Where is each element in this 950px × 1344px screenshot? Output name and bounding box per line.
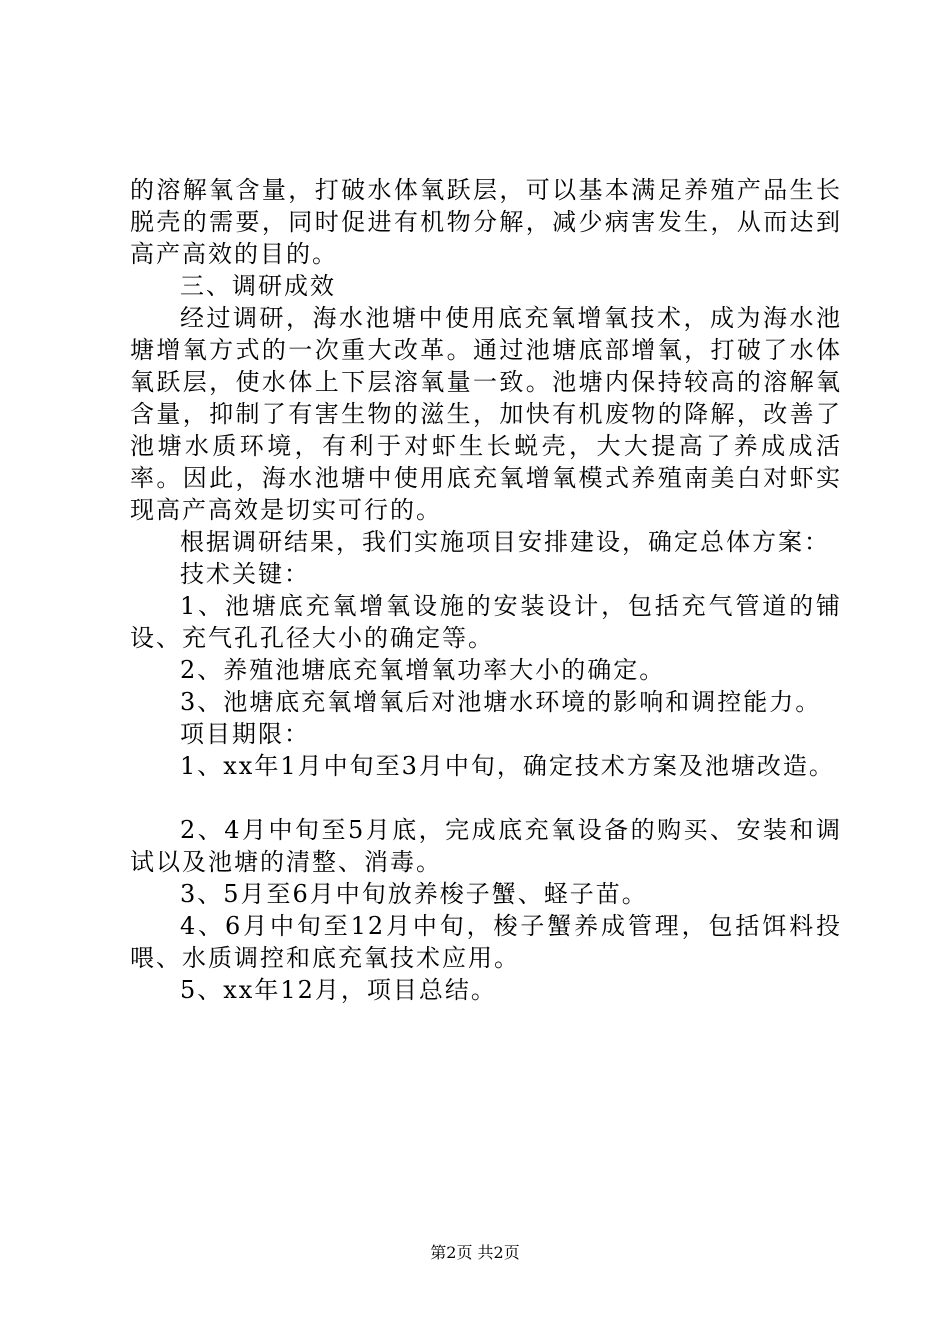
list-item-period-3: 3、5月至6月中旬放养梭子蟹、蛏子苗。 [180, 880, 648, 908]
paragraph-continuation: 的溶解氧含量，打破水体氧跃层，可以基本满足养殖产品生长脱壳的需要，同时促进有机物分解，减少病害发生，从而达到高产高效的目的。 [130, 176, 842, 268]
subheading-technical-keys: 技术关键： [180, 560, 310, 588]
subheading-project-period: 项目期限： [180, 720, 310, 748]
section-heading-results: 三、调研成效 [180, 272, 336, 300]
list-item-tech-1: 1、池塘底充氧增氧设施的安装设计，包括充气管道的铺设、充气孔孔径大小的确定等。 [130, 592, 842, 652]
paragraph-results: 经过调研，海水池塘中使用底充氧增氧技术，成为海水池塘增氧方式的一次重大改革。通过池塘底部增氧，打破了水体氧跃层，使水体上下层溶氧量一致。池塘内保持较高的溶解氧含量，抑制了有害生物的滋生，加快有机废物的降解，改善了池塘水质环境，有利于对虾生长蜕壳，大大提高了养成成活率。因此，海水池塘中使用底充氧增氧模式养殖南美白对虾实现高产高效是切实可行的。 [130, 304, 842, 524]
list-item-period-4: 4、6月中旬至12月中旬，梭子蟹养成管理，包括饵料投喂、水质调控和底充氧技术应用。 [130, 912, 842, 972]
list-item-period-1: 1、xx年1月中旬至3月中旬，确定技术方案及池塘改造。 [180, 752, 835, 780]
list-item-period-5: 5、xx年12月，项目总结。 [180, 976, 497, 1004]
paragraph-plan-intro: 根据调研结果，我们实施项目安排建设，确定总体方案： [180, 528, 830, 556]
list-item-period-2: 2、4月中旬至5月底，完成底充氧设备的购买、安装和调试以及池塘的清整、消毒。 [130, 816, 842, 876]
list-item-tech-3: 3、池塘底充氧增氧后对池塘水环境的影响和调控能力。 [180, 688, 822, 716]
page-footer: 第2页 共2页 [430, 1243, 520, 1262]
list-item-tech-2: 2、养殖池塘底充氧增氧功率大小的确定。 [180, 656, 666, 684]
document-body [130, 174, 842, 1006]
